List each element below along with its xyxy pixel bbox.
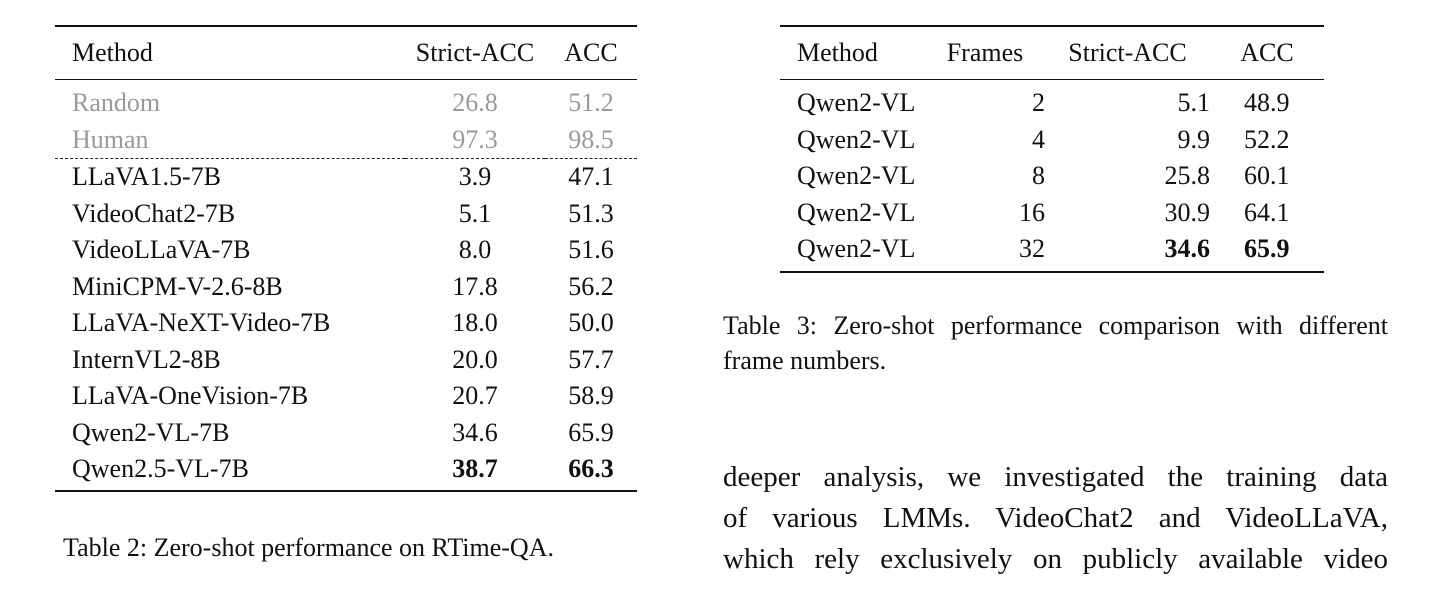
table-cell-strict-acc: 97.3 [452, 124, 498, 154]
table-cell-method: Qwen2-VL-7B [72, 417, 230, 447]
table-cell-method: InternVL2-8B [72, 344, 221, 374]
table-row [55, 305, 637, 342]
table-cell-acc: 52.2 [1244, 124, 1290, 154]
table-cell-acc: 65.9 [568, 417, 614, 447]
table-cell-acc: 51.6 [568, 235, 614, 264]
table-2-header-acc: ACC [545, 26, 637, 80]
table-cell-method: LLaVA1.5-7B [55, 159, 405, 196]
table-cell-frames: 4 [1032, 124, 1045, 154]
table-cell-method: LLaVA-OneVision-7B [72, 381, 309, 410]
table-3-header-method: Method [780, 26, 925, 80]
body-paragraph [723, 457, 1388, 580]
table-cell-strict-acc: 9.9 [1177, 124, 1210, 154]
table-cell-acc: 60.1 [1244, 161, 1290, 190]
table-cell-acc-best: 66.3 [568, 454, 614, 483]
table-cell-acc: 48.9 [1244, 88, 1290, 117]
table-cell-acc: 47.1 [545, 159, 637, 196]
table-cell-acc: 98.5 [568, 124, 614, 154]
table-row [55, 122, 637, 159]
table-cell-frames: 32 [1019, 234, 1045, 263]
table-cell-acc: 64.1 [1244, 197, 1290, 227]
table-row [55, 80, 637, 122]
body-text-line: of various LMMs. VideoChat2 and VideoLLaVA, [723, 502, 1388, 534]
table-cell-method: Qwen2-VL [797, 124, 916, 154]
table-2 [55, 25, 637, 492]
table-2-caption: Table 2: Zero-shot performance on RTime-QA. [63, 533, 554, 562]
table-cell-method: Random [72, 88, 161, 117]
table-cell-frames: 8 [1032, 161, 1045, 190]
table-cell-method: Qwen2-VL [797, 234, 916, 263]
table-cell-frames: 16 [1019, 197, 1045, 227]
table-cell-strict-acc: 26.8 [452, 88, 498, 117]
table-3-header-acc: ACC [1210, 26, 1324, 80]
table-2-header-method: Method [55, 26, 405, 80]
table-cell-strict-acc: 5.1 [1177, 88, 1210, 117]
table-row [55, 378, 637, 415]
table-cell-acc: 50.0 [568, 308, 614, 337]
table-row [55, 232, 637, 269]
table-cell-acc: 58.9 [568, 381, 614, 410]
table-cell-strict-acc: 30.9 [1164, 197, 1210, 227]
table-cell-strict-acc-best: 34.6 [1164, 234, 1210, 263]
table-cell-acc-best: 65.9 [1244, 234, 1290, 263]
table-row [780, 158, 1324, 195]
table-3-header-strict-acc: Strict-ACC [1045, 26, 1210, 80]
table-cell-strict-acc: 25.8 [1164, 161, 1210, 190]
table-row [55, 196, 637, 233]
body-text-line: which rely exclusively on publicly available video [723, 543, 1388, 575]
table-cell-acc: 51.3 [568, 198, 614, 228]
table-3-caption: Table 3: Zero-shot performance comparison with different frame numbers. [723, 311, 1388, 375]
table-cell-strict-acc: 20.7 [452, 381, 498, 410]
table-cell-acc: 56.2 [568, 271, 614, 301]
table-cell-strict-acc: 34.6 [452, 417, 498, 447]
table-cell-strict-acc: 8.0 [458, 235, 492, 264]
table-cell-method: Qwen2-VL [797, 88, 916, 117]
table-cell-method: MiniCPM-V-2.6-8B [72, 271, 283, 301]
table-row [780, 231, 1324, 272]
table-row [780, 80, 1324, 122]
table-cell-strict-acc: 3.9 [405, 159, 545, 196]
table-cell-method: VideoChat2-7B [72, 198, 236, 228]
table-row [55, 415, 637, 452]
table-cell-method: Qwen2.5-VL-7B [72, 454, 249, 483]
table-row [55, 159, 637, 196]
table-3-header-row [780, 26, 1324, 80]
table-cell-strict-acc: 5.1 [458, 198, 492, 228]
table-3 [780, 25, 1324, 273]
table-2-header-row [55, 26, 637, 80]
table-cell-strict-acc: 18.0 [452, 308, 498, 337]
table-cell-acc: 51.2 [568, 88, 614, 117]
table-cell-strict-acc-best: 38.7 [452, 454, 498, 483]
table-cell-strict-acc: 20.0 [452, 344, 498, 374]
table-cell-frames: 2 [1032, 88, 1045, 117]
table-cell-method: LLaVA-NeXT-Video-7B [72, 308, 331, 337]
table-cell-method: Human [72, 124, 149, 154]
table-cell-method: Qwen2-VL [797, 161, 916, 190]
table-2-header-strict-acc: Strict-ACC [405, 26, 545, 80]
table-3-header-frames: Frames [925, 26, 1045, 80]
table-row [55, 269, 637, 306]
table-row [55, 451, 637, 491]
table-row [780, 195, 1324, 232]
table-row [780, 122, 1324, 159]
body-text-line: deeper analysis, we investigated the training data [723, 461, 1388, 493]
table-cell-acc: 57.7 [568, 344, 614, 374]
table-cell-strict-acc: 17.8 [452, 271, 498, 301]
table-row [55, 342, 637, 379]
table-cell-method: Qwen2-VL [797, 197, 916, 227]
table-cell-method: VideoLLaVA-7B [72, 235, 251, 264]
